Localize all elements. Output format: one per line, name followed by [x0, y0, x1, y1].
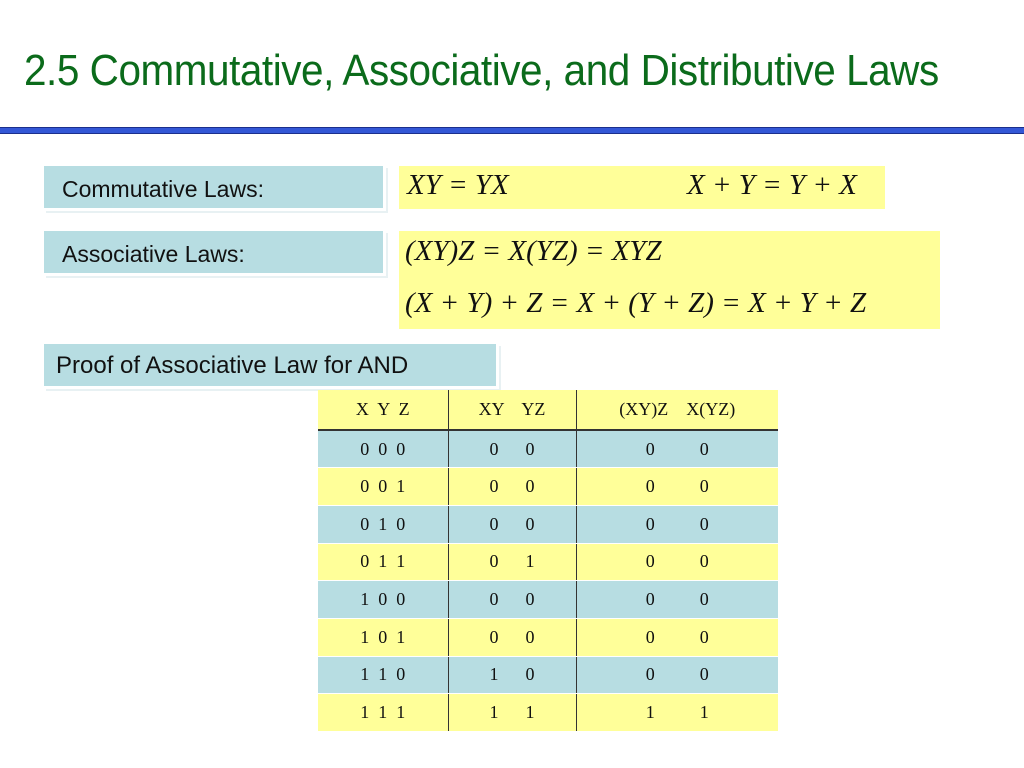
associative-or-formula: (X + Y) + Z = X + (Y + Z) = X + Y + Z	[405, 287, 867, 319]
table-row	[318, 468, 778, 506]
table-cell: 0 0	[448, 618, 576, 656]
table-cell: 0 0	[576, 581, 778, 619]
slide-title: 2.5 Commutative, Associative, and Distributive Laws	[24, 46, 939, 95]
table-cell: 0 1 0	[318, 505, 448, 543]
commutative-and-formula: XY = YX	[407, 169, 509, 201]
table-cell: 0 0	[448, 430, 576, 468]
table-cell: 1 1 1	[318, 694, 448, 732]
table-cell: 1 0 0	[318, 581, 448, 619]
associative-and-formula: (XY)Z = X(YZ) = XYZ	[405, 235, 662, 267]
table-cell: 1 0	[448, 656, 576, 694]
table-row	[318, 430, 778, 468]
column-header-partial-products: XY YZ	[448, 390, 576, 430]
table-cell: 0 1	[448, 543, 576, 581]
table-cell: 1 1 0	[318, 656, 448, 694]
table-cell: 1 1	[576, 694, 778, 732]
table-cell: 1 1	[448, 694, 576, 732]
table-row	[318, 618, 778, 656]
table-cell: 0 0	[576, 430, 778, 468]
table-cell: 0 0	[448, 581, 576, 619]
commutative-laws-formulas	[399, 166, 885, 209]
table-header-row	[318, 390, 778, 430]
title-divider	[0, 127, 1024, 134]
table-cell: 0 0	[576, 468, 778, 506]
table-cell: 0 0	[576, 656, 778, 694]
table-cell: 0 0	[576, 543, 778, 581]
table-cell: 0 0 0	[318, 430, 448, 468]
commutative-laws-label: Commutative Laws:	[44, 166, 386, 211]
column-header-inputs: X Y Z	[318, 390, 448, 430]
table-cell: 0 1 1	[318, 543, 448, 581]
table-row	[318, 505, 778, 543]
commutative-or-formula: X + Y = Y + X	[687, 169, 857, 201]
table-row	[318, 581, 778, 619]
truth-table	[318, 390, 778, 732]
table-cell: 0 0	[448, 468, 576, 506]
table-row	[318, 543, 778, 581]
proof-label: Proof of Associative Law for AND	[44, 344, 499, 389]
associative-laws-formulas	[399, 231, 940, 329]
column-header-results: (XY)Z X(YZ)	[576, 390, 778, 430]
table-cell: 1 0 1	[318, 618, 448, 656]
table-cell: 0 0	[448, 505, 576, 543]
table-cell: 0 0 1	[318, 468, 448, 506]
associative-laws-label: Associative Laws:	[44, 231, 386, 276]
table-row	[318, 694, 778, 732]
table-row	[318, 656, 778, 694]
table-cell: 0 0	[576, 618, 778, 656]
table-cell: 0 0	[576, 505, 778, 543]
